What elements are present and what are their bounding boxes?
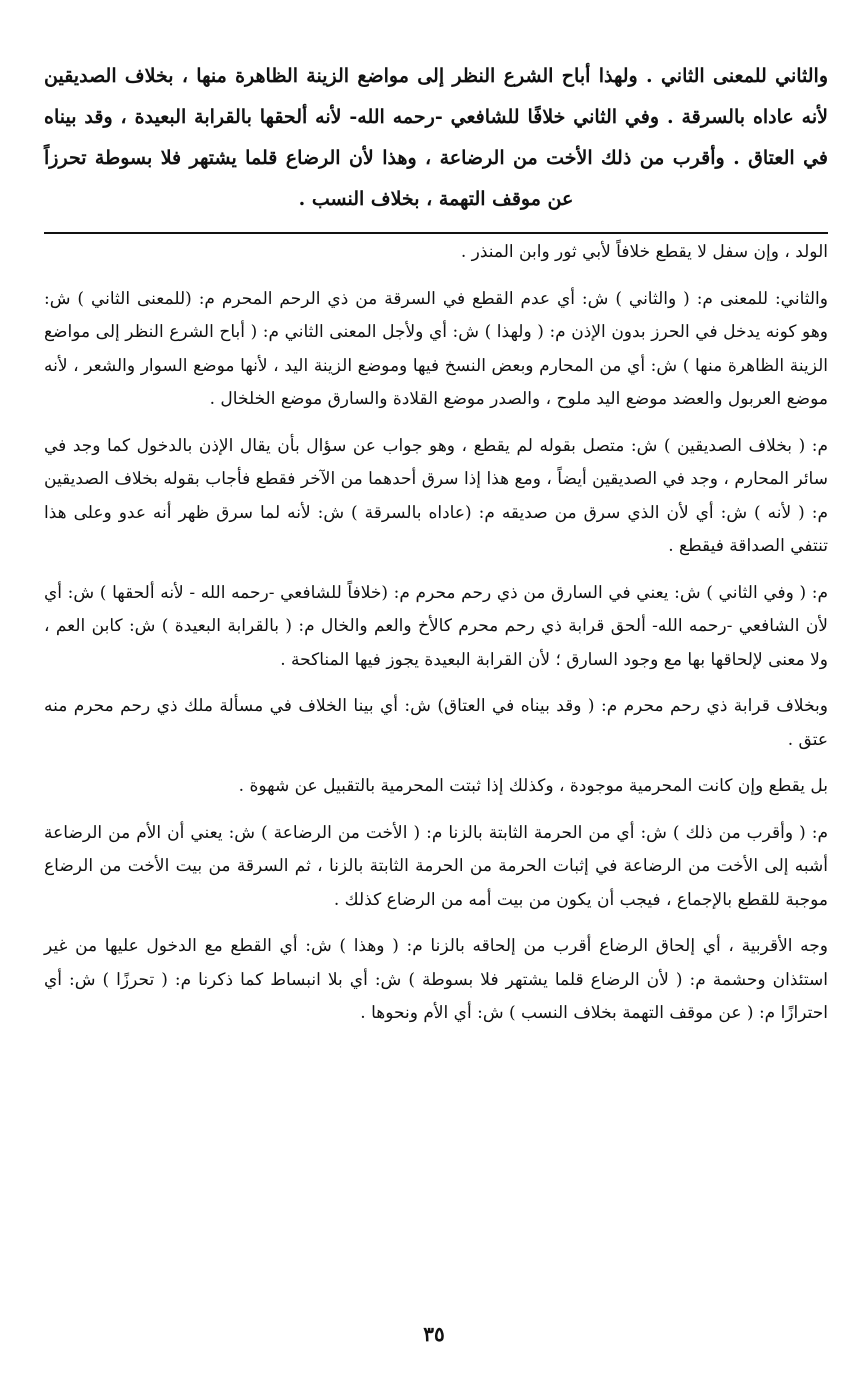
matn-text: والثاني للمعنى الثاني . ولهذا أباح الشرع النظر إلى مواضع الزينة الظاهرة منها ، بخلاف الصديقين لأنه عاداه بالسرقة . وفي الثاني خلافًا للشافعي -رحمه الله- لأنه ألحقها بالقرابة البعيدة ، وقد بيناه في العتاق . وأقرب من ذلك الأخت من الرضاعة ، وهذا لأن الرضاع قلما يشتهر فلا بسوطة تحرزاً عن موقف التهمة ، بخلاف النسب . [44,65,828,210]
page-number: ٣٥ [423,1322,445,1346]
commentary-paragraph: م: ( وفي الثاني ) ش: يعني في السارق من ذي رحم محرم م: (خلافاً للشافعي -رحمه الله - لأنه ألحقها ) ش: أي لأن الشافعي -رحمه الله- ألحق قرابة ذي رحم محرم كالأخ والعم والخال م: ( بالقرابة البعيدة ) ش: كابن العم ، ولا معنى لإلحاقها بها مع وجود السارق ؛ لأن القرابة البعيدة يجوز فيها المناكحة . [44,582,828,670]
commentary-paragraph: الولد ، وإن سفل لا يقطع خلافاً لأبي ثور وابن المنذر . [460,242,828,262]
commentary-paragraph: والثاني: للمعنى م: ( والثاني ) ش: أي عدم القطع في السرقة من ذي الرحم المحرم م: (للمعنى الثاني ) ش: وهو كونه يدخل في الحرز بدون الإذن م: ( ولهذا ) ش: أي ولأجل المعنى الثاني م: ( أباح الشرع النظر إلى مواضع الزينة الظاهرة منها ) ش: أي من المحارم وبعض النسخ فيها وموضع الزينة اليد ، لأنها موضع السوار والشعر ، لأنه موضع العربول والعضد موضع اليد ملوح ، والصدر موضع القلادة والسارق موضع الخلخال . [44,288,828,409]
commentary-paragraph: م: ( بخلاف الصديقين ) ش: متصل بقوله لم يقطع ، وهو جواب عن سؤال بأن يقال الإذن بالدخول كما وجد في سائر المحارم ، وجد في الصديقين أيضاً ، ومع هذا إذا سرق أحدهما من الآخر فقطع فأجاب بقوله بخلاف الصديقين م: ( لأنه ) ش: أي لأن الذي سرق من صديقه م: (عاداه بالسرقة ) ش: لأنه لما سرق ظهر أنه عدو وعلى هذا تنتفي الصداقة فيقطع . [44,435,828,556]
commentary [44,236,828,1031]
commentary-paragraph: بل يقطع وإن كانت المحرمية موجودة ، وكذلك إذا ثبتت المحرمية بالتقبيل عن شهوة . [238,776,828,796]
commentary-paragraph: وبخلاف قرابة ذي رحم محرم م: ( وقد بيناه في العتاق) ش: أي بينا الخلاف في مسألة ملك ذي رحم محرم منه عتق . [44,696,828,750]
footnote-divider [44,232,828,234]
commentary-paragraph: م: ( وأقرب من ذلك ) ش: أي من الحرمة الثابتة بالزنا م: ( الأخت من الرضاعة ) ش: يعني أن الأم من الرضاعة أشبه إلى الأخت من الرضاعة في إثبات الحرمة من الحرمة الثابتة بالزنا ، ثم السرقة من بيت الأخت من الرضاع موجبة للقطع بالإجماع ، فيجب أن يكون من بيت أمه من الرضاع كذلك . [44,822,828,910]
commentary-paragraph: وجه الأقربية ، أي إلحاق الرضاع أقرب من إلحاقه بالزنا م: ( وهذا ) ش: أي القطع مع الدخول عليها من غير استئذان وحشمة م: ( لأن الرضاع قلما يشتهر فلا بسوطة ) ش: أي بلا انبساط كما ذكرنا م: ( تحرزًا ) ش: أي احترازًا م: ( عن موقف التهمة بخلاف النسب ) ش: أي الأم ونحوها . [44,936,828,1023]
